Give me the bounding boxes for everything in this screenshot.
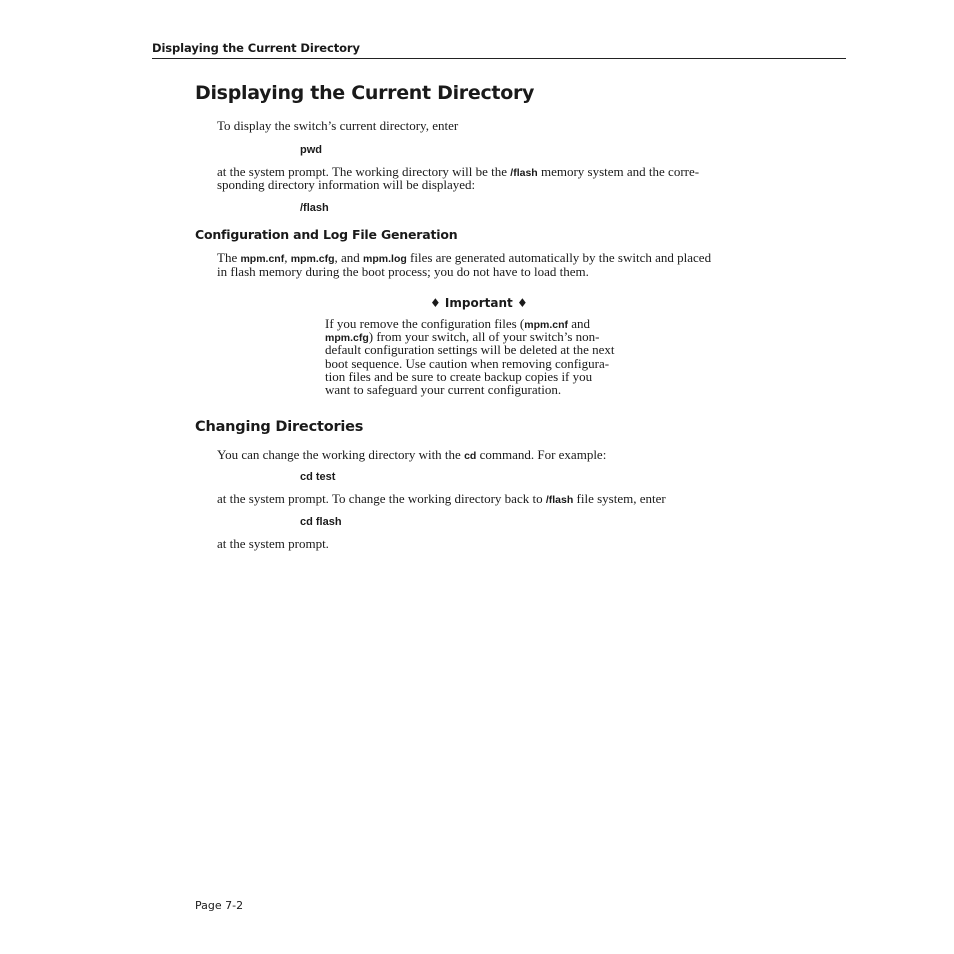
text: files are generated automatically by the switch and placed bbox=[406, 250, 712, 265]
inline-code-mpm-cfg: mpm.cfg bbox=[290, 253, 335, 265]
paragraph-cd-line1 bbox=[217, 448, 606, 464]
command-cd-flash: cd flash bbox=[300, 516, 342, 528]
inline-code-flash: /flash bbox=[545, 494, 574, 506]
important-line5: tion files and be sure to create backup copies if you bbox=[325, 369, 593, 384]
intro-paragraph: To display the switch’s current directory, enter bbox=[217, 118, 459, 133]
text: and bbox=[568, 316, 591, 331]
inline-code-mpm-cnf: mpm.cnf bbox=[524, 319, 569, 331]
text: You can change the working directory with the bbox=[217, 447, 465, 462]
important-line3: default configuration settings will be deleted at the next bbox=[325, 342, 615, 357]
inline-code-mpm-log: mpm.log bbox=[363, 253, 407, 265]
text: at the system prompt. To change the working directory back to bbox=[217, 491, 546, 506]
text: ) from your switch, all of your switch’s non- bbox=[368, 329, 600, 344]
running-header: Displaying the Current Directory bbox=[152, 41, 360, 55]
section-title-changing-directories: Changing Directories bbox=[195, 419, 364, 435]
text: , bbox=[284, 250, 291, 265]
inline-code-flash: /flash bbox=[510, 167, 538, 179]
inline-code-mpm-cnf: mpm.cnf bbox=[240, 253, 285, 265]
paragraph-working-dir-line2: sponding directory information will be displayed: bbox=[217, 177, 476, 192]
text: command. For example: bbox=[476, 447, 607, 462]
text: file system, enter bbox=[573, 491, 666, 506]
important-line4: boot sequence. Use caution when removing configura- bbox=[325, 356, 610, 371]
paragraph-cd-line3: at the system prompt. bbox=[217, 536, 329, 551]
text: The bbox=[217, 250, 241, 265]
important-line6: want to safeguard your current configuration. bbox=[325, 382, 562, 397]
text: memory system and the corre- bbox=[537, 164, 700, 179]
text: , and bbox=[334, 250, 364, 265]
text: at the system prompt. The working directory will be the bbox=[217, 164, 511, 179]
page-title: Displaying the Current Directory bbox=[195, 82, 535, 104]
paragraph-cd-line2 bbox=[217, 492, 666, 508]
command-pwd: pwd bbox=[300, 144, 322, 156]
command-cd-test: cd test bbox=[300, 471, 336, 483]
page-number: Page 7-2 bbox=[195, 899, 244, 912]
text: If you remove the configuration files ( bbox=[325, 316, 525, 331]
section-title-config-log: Configuration and Log File Generation bbox=[195, 227, 458, 242]
output-flash: /flash bbox=[300, 202, 329, 214]
important-label: ♦ Important ♦ bbox=[430, 296, 528, 310]
inline-code-cd: cd bbox=[464, 450, 477, 462]
paragraph-config-line2: in flash memory during the boot process; you do not have to load them. bbox=[217, 264, 589, 279]
header-rule bbox=[152, 58, 846, 59]
inline-code-mpm-cfg: mpm.cfg bbox=[325, 332, 369, 344]
